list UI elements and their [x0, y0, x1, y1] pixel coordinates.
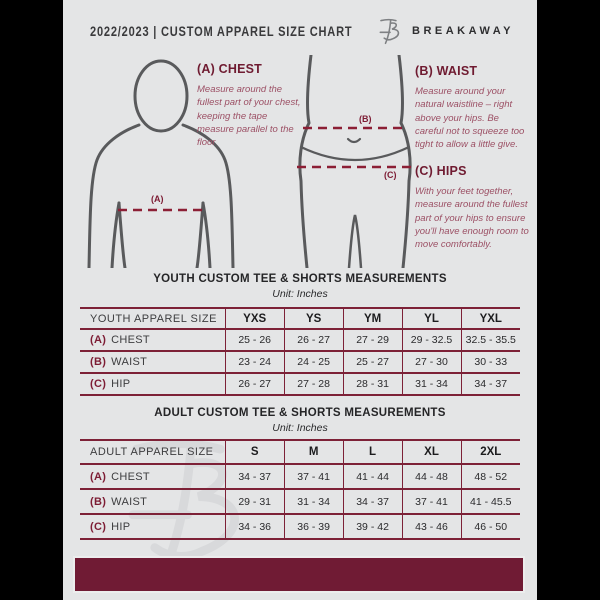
table-cell: 28 - 31 [343, 373, 402, 395]
adult-size-table [80, 439, 520, 540]
adult-header-row [80, 440, 520, 464]
adult-column-header: S [225, 440, 284, 464]
youth-size-table [80, 307, 520, 396]
table-cell: 43 - 46 [402, 514, 461, 539]
table-cell: 24 - 25 [284, 351, 343, 373]
table-cell: 44 - 48 [402, 464, 461, 489]
table-cell: 30 - 33 [461, 351, 520, 373]
table-cell: 34 - 37 [461, 373, 520, 395]
chest-body-text: Measure around the fullest part of your chest, keeping the tape measure parallel to the floor [197, 84, 301, 149]
adult-column-header: ADULT APPAREL SIZE [90, 446, 214, 458]
table-cell: 34 - 36 [225, 514, 284, 539]
table-cell: 48 - 52 [461, 464, 520, 489]
row-label: (C) HIP [90, 520, 131, 533]
waist-body-text: Measure around your natural waistline – right above your hips. Be careful not to squeeze too tight to allow a little give. [415, 86, 525, 151]
youth-column-header: YM [343, 308, 402, 329]
table-cell: 29 - 32.5 [402, 329, 461, 351]
waist-hips-measure-figure [291, 55, 419, 268]
table-cell: 29 - 31 [225, 489, 284, 514]
table-cell: 27 - 28 [284, 373, 343, 395]
page-title: 2022/2023 | CUSTOM APPAREL SIZE CHART [90, 23, 353, 39]
youth-table-unit: Unit: Inches [272, 288, 328, 300]
table-cell: 41 - 45.5 [461, 489, 520, 514]
table-row [80, 329, 520, 351]
brand-block [379, 15, 514, 47]
youth-column-header: YXS [225, 308, 284, 329]
table-row [80, 464, 520, 489]
row-label: (B) WAIST [90, 495, 148, 508]
table-row [80, 373, 520, 395]
row-label: (A) CHEST [90, 334, 150, 346]
chest-instructions [197, 62, 303, 149]
hips-marker-label: (C) [384, 170, 397, 180]
youth-table-title: YOUTH CUSTOM TEE & SHORTS MEASUREMENTS [153, 273, 447, 285]
table-cell: 25 - 27 [343, 351, 402, 373]
table-cell: 37 - 41 [402, 489, 461, 514]
table-cell: 34 - 37 [225, 464, 284, 489]
table-cell: 34 - 37 [343, 489, 402, 514]
hips-instructions [415, 164, 533, 251]
table-cell: 31 - 34 [284, 489, 343, 514]
row-label: (C) HIP [90, 378, 131, 390]
table-row [80, 489, 520, 514]
chest-marker-label: (A) [151, 194, 164, 204]
adult-column-header: M [284, 440, 343, 464]
adult-table-title: ADULT CUSTOM TEE & SHORTS MEASUREMENTS [154, 407, 446, 419]
table-cell: 25 - 26 [225, 329, 284, 351]
youth-header-row [80, 308, 520, 329]
table-cell: 26 - 27 [225, 373, 284, 395]
table-cell: 41 - 44 [343, 464, 402, 489]
waist-heading: (B) WAIST [415, 64, 478, 78]
table-cell: 23 - 24 [225, 351, 284, 373]
document-page [63, 0, 537, 600]
table-cell: 26 - 27 [284, 329, 343, 351]
table-cell: 32.5 - 35.5 [461, 329, 520, 351]
youth-column-header: YOUTH APPAREL SIZE [90, 312, 217, 325]
adult-table-unit: Unit: Inches [272, 422, 328, 434]
youth-column-header: YL [402, 308, 461, 329]
table-cell: 37 - 41 [284, 464, 343, 489]
table-row [80, 514, 520, 539]
table-cell: 36 - 39 [284, 514, 343, 539]
adult-column-header: L [343, 440, 402, 464]
youth-column-header: YS [284, 308, 343, 329]
adult-column-header: 2XL [461, 440, 520, 464]
waist-instructions [415, 64, 527, 151]
table-cell: 27 - 29 [343, 329, 402, 351]
row-label: (A) CHEST [90, 470, 150, 483]
breakaway-b-logo-icon [379, 15, 405, 47]
table-cell: 39 - 42 [343, 514, 402, 539]
row-label: (B) WAIST [90, 356, 148, 368]
hips-body-text: With your feet together, measure around the fullest part of your hips to ensure you'll have enough room to move comfortably. [415, 186, 529, 251]
hips-heading: (C) HIPS [415, 164, 467, 178]
brand-name: BREAKAWAY [412, 25, 514, 37]
chest-heading: (A) CHEST [197, 62, 262, 76]
table-cell: 31 - 34 [402, 373, 461, 395]
waist-marker-label: (B) [359, 114, 372, 124]
footer-bar [73, 556, 525, 593]
table-cell: 46 - 50 [461, 514, 520, 539]
youth-column-header: YXL [461, 308, 520, 329]
table-cell: 27 - 30 [402, 351, 461, 373]
adult-column-header: XL [402, 440, 461, 464]
table-row [80, 351, 520, 373]
